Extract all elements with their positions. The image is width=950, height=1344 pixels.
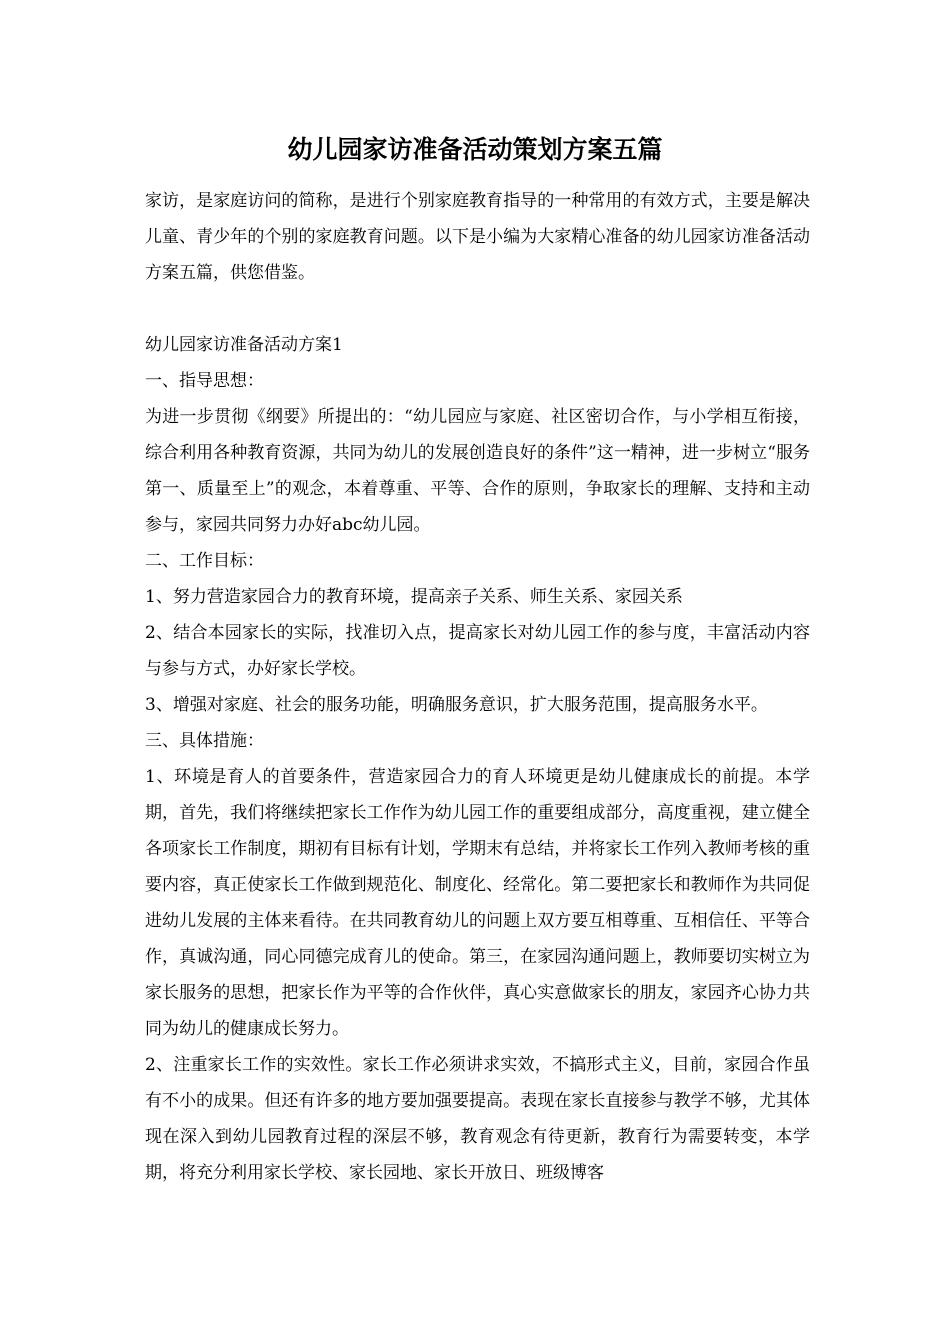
list-item: 1、环境是育人的首要条件，营造家园合力的育人环境更是幼儿健康成长的前提。本学期，首先，我们将继续把家长工作作为幼儿园工作的重要组成部分，高度重视，建立健全各项家长工作制度，期初有目标有计划，学期末有总结，并将家长工作列入教师考核的重要内容，真正使家长工作做到规范化、制度化、经常化。第二要把家长和教师作为共同促进幼儿发展的主体来看待。在共同教育幼儿的问题上双方要互相尊重、互相信任、平等合作，真诚沟通，同心同德完成育儿的使命。第三，在家园沟通问题上，教师要切实树立为家长服务的思想，把家长作为平等的合作伙伴，真心实意做家长的朋友，家园齐心协力共同为幼儿的健康成长努力。 [145,767,810,1039]
document-title: 幼儿园家访准备活动策划方案五篇 [287,135,663,164]
list-item: 2、注重家长工作的实效性。家长工作必须讲求实效，不搞形式主义，目前，家园合作虽有不小的成果。但还有许多的地方要加强要提高。表现在家长直接参与教学不够，尤其体现在深入到幼儿园教育过程的深层不够，教育观念有待更新，教育行为需要转变，本学期，将充分利用家长学校、家长园地、家长开放日、班级博客 [145,1055,810,1183]
heading-work-goals: 二、工作目标： [145,551,264,571]
heading-guiding-ideology: 一、指导思想： [145,371,264,391]
list-item: 2、结合本园家长的实际，找准切入点，提高家长对幼儿园工作的参与度，丰富活动内容与参与方式，办好家长学校。 [145,623,810,679]
section-heading: 幼儿园家访准备活动方案1 [145,335,343,355]
heading-specific-measures: 三、具体措施： [145,731,264,751]
list-item: 1、努力营造家园合力的教育环境，提高亲子关系、师生关系、家园关系 [145,587,683,607]
list-item: 3、增强对家庭、社会的服务功能，明确服务意识，扩大服务范围，提高服务水平。 [145,695,768,715]
paragraph: 为进一步贯彻《纲要》所提出的：“幼儿园应与家庭、社区密切合作，与小学相互衔接，综合利用各种教育资源，共同为幼儿的发展创造良好的条件”这一精神，进一步树立“服务第一、质量至上”的观念，本着尊重、平等、合作的原则，争取家长的理解、支持和主动参与，家园共同努力办好abc幼儿园。 [145,407,810,535]
intro-paragraph: 家访，是家庭访问的简称，是进行个别家庭教育指导的一种常用的有效方式，主要是解决儿童、青少年的个别的家庭教育问题。以下是小编为大家精心准备的幼儿园家访准备活动方案五篇，供您借鉴。 [145,191,810,283]
document-body [145,183,810,1191]
